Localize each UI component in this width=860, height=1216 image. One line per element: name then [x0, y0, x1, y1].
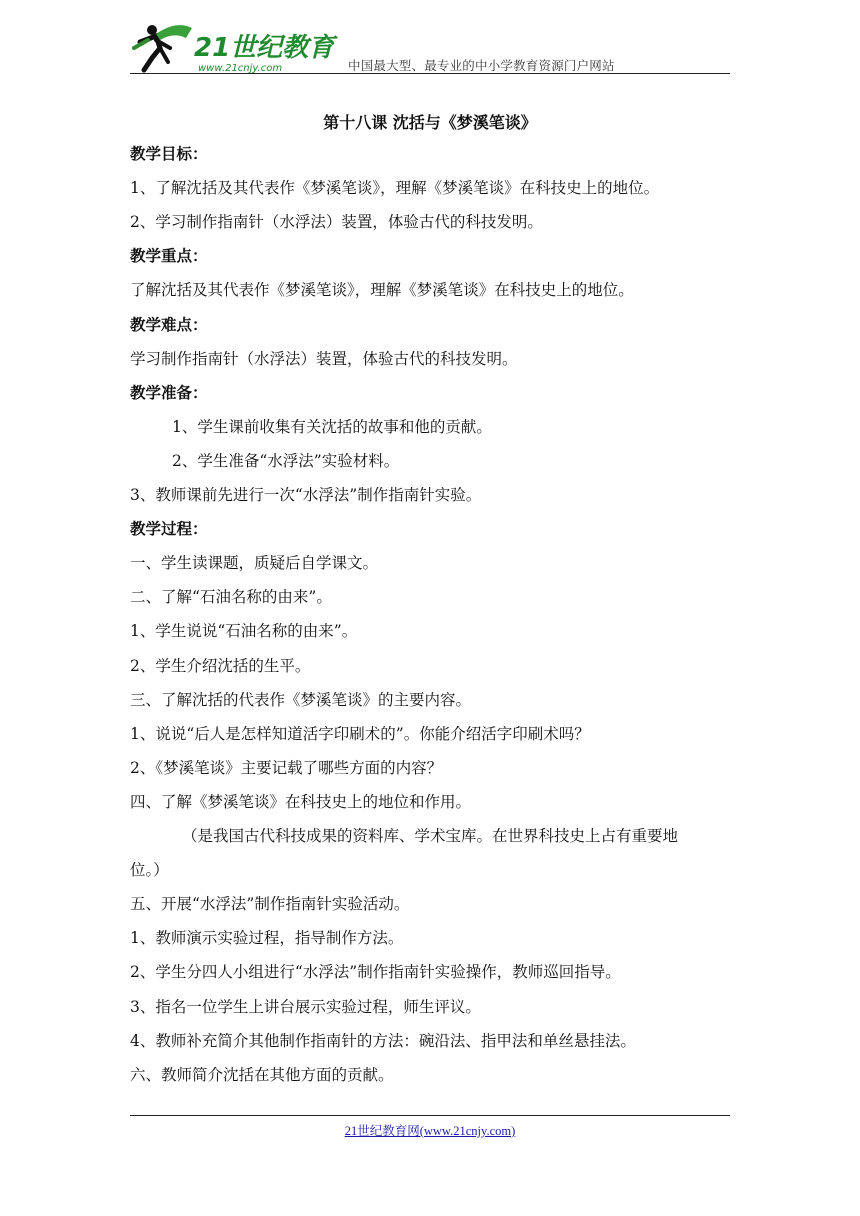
section-heading: 教学目标： — [130, 145, 208, 163]
svg-text:www.21cnjy.com: www.21cnjy.com — [198, 63, 283, 74]
content-line: 1、教师演示实验过程，指导制作方法。 — [130, 929, 404, 948]
content-line: 1、了解沈括及其代表作《梦溪笔谈》，理解《梦溪笔谈》在科技史上的地位。 — [130, 179, 660, 198]
content-line: 了解沈括及其代表作《梦溪笔谈》，理解《梦溪笔谈》在科技史上的地位。 — [130, 281, 634, 300]
footer-divider — [130, 1115, 730, 1116]
content-line: 1、说说“后人是怎样知道活字印刷术的”。你能介绍活字印刷术吗？ — [130, 724, 590, 743]
content-line: 3、指名一位学生上讲台展示实验过程，师生评议。 — [130, 997, 481, 1016]
content-line: 二、了解“石油名称的由来”。 — [130, 588, 332, 607]
content-line: 2、学生分四人小组进行“水浮法”制作指南针实验操作，教师巡回指导。 — [130, 963, 621, 982]
content-line: 2、学生介绍沈括的生平。 — [130, 656, 311, 675]
content-line: 2、学习制作指南针（水浮法）装置，体验古代的科技发明。 — [130, 213, 543, 232]
page-title: 第十八课 沈括与《梦溪笔谈》 — [323, 113, 537, 132]
content-line: 2、《梦溪笔谈》主要记载了哪些方面的内容？ — [130, 758, 443, 777]
section-heading: 教学过程： — [130, 520, 208, 539]
content-line: 2、学生准备“水浮法”实验材料。 — [172, 451, 400, 470]
site-logo[interactable] — [130, 18, 340, 74]
content-line: 五、开展“水浮法”制作指南针实验活动。 — [130, 895, 410, 914]
flag-icon — [156, 25, 192, 40]
site-tagline: 中国最大型、最专业的中小学教育资源门户网站 — [348, 58, 615, 73]
content-line: 一、学生读课题，质疑后自学课文。 — [130, 554, 379, 573]
content-line: 1、学生说说“石油名称的由来”。 — [130, 622, 358, 641]
content-line: 4、教师补充简介其他制作指南针的方法：碗沿法、指甲法和单丝悬挂法。 — [130, 1031, 636, 1050]
content-line: 三、了解沈括的代表作《梦溪笔谈》的主要内容。 — [130, 690, 472, 709]
header-divider — [130, 73, 730, 74]
content-line: 学习制作指南针（水浮法）装置，体验古代的科技发明。 — [130, 349, 518, 368]
page-header — [130, 18, 730, 76]
content-line: （是我国古代科技成果的资料库、学术宝库。在世界科技史上占有重要地 — [182, 827, 679, 845]
section-heading: 教学难点： — [130, 315, 208, 334]
content-line: 六、教师简介沈括在其他方面的贡献。 — [130, 1065, 394, 1084]
svg-text:21世纪教育: 21世纪教育 — [194, 33, 335, 63]
content-line: 1、学生课前收集有关沈括的故事和他的贡献。 — [172, 417, 492, 436]
section-heading: 教学准备： — [130, 383, 208, 402]
footer-link[interactable]: 21世纪教育网(www.21cnjy.com) — [344, 1124, 516, 1138]
content-line: 四、了解《梦溪笔谈》在科技史上的地位和作用。 — [130, 792, 472, 811]
content-line: 位。） — [130, 861, 169, 880]
section-heading: 教学重点： — [130, 247, 208, 266]
content-line: 3、教师课前先进行一次“水浮法”制作指南针实验。 — [130, 486, 482, 504]
